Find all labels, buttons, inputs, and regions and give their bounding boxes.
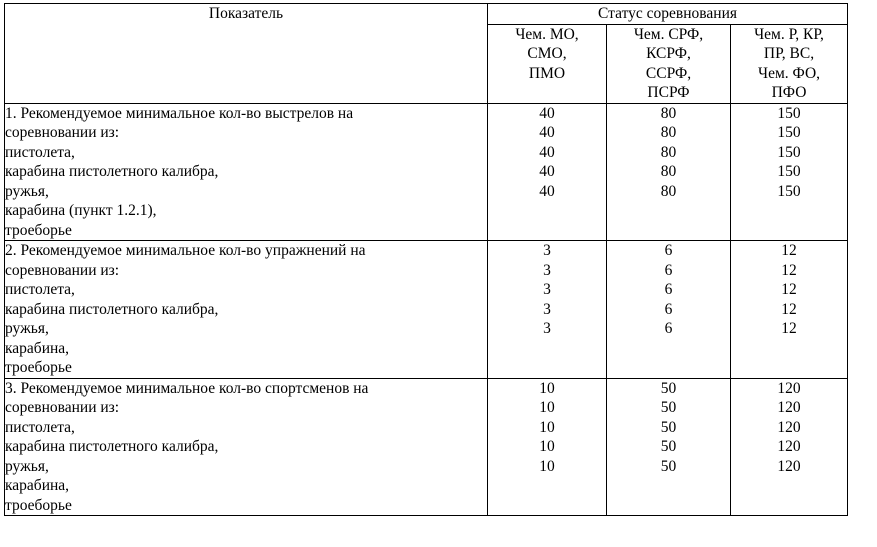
value: 80 (660, 104, 677, 122)
value: 150 (777, 143, 801, 161)
indicator-item: пистолета, (5, 281, 75, 298)
value: 10 (539, 418, 555, 436)
indicator-cell (5, 378, 488, 516)
column-header-line: СМО, (527, 45, 567, 62)
value: 150 (777, 163, 801, 180)
value-cell (731, 378, 848, 516)
value: 12 (781, 261, 797, 279)
value: 10 (539, 399, 555, 416)
value: 3 (543, 261, 551, 279)
competition-table (4, 3, 848, 516)
value: 40 (539, 124, 555, 141)
value: 6 (664, 320, 673, 337)
value: 50 (660, 379, 677, 397)
value-cell (488, 103, 607, 241)
status-header: Статус соревнования (488, 4, 848, 25)
value: 10 (539, 379, 555, 397)
value: 3 (543, 300, 551, 318)
indicator-item: пистолета, (5, 143, 75, 161)
value: 120 (777, 438, 801, 455)
indicator-title-line: 1. Рекомендуемое минимальное кол-во выстрелов на (5, 104, 354, 122)
header-row-status (5, 4, 848, 25)
indicator-title-line: 3. Рекомендуемое минимальное кол-во спортсменов на (5, 379, 369, 397)
value-cell (731, 103, 848, 241)
value: 3 (543, 320, 551, 337)
value: 80 (660, 182, 677, 200)
value: 50 (660, 438, 677, 455)
value: 3 (543, 242, 551, 259)
value: 10 (539, 438, 555, 455)
value: 150 (777, 104, 801, 122)
column-header-line: ПСРФ (647, 84, 690, 101)
value-cell (607, 378, 731, 516)
indicator-item: карабина пистолетного калибра, (5, 438, 219, 455)
indicator-item: ружья, (5, 320, 49, 337)
column-header (607, 24, 731, 103)
value: 50 (660, 399, 677, 416)
value: 40 (539, 143, 555, 161)
value: 50 (660, 457, 677, 475)
column-header-line: ССРФ, (645, 64, 692, 82)
value-cell (488, 378, 607, 516)
indicator-item: пистолета, (5, 418, 75, 436)
column-header-line: ПМО (528, 64, 566, 82)
value: 120 (777, 418, 801, 436)
column-header-line: ПФО (771, 84, 807, 101)
value-cell (488, 241, 607, 379)
indicator-item: карабина пистолетного калибра, (5, 163, 219, 180)
indicator-item: карабина (пункт 1.2.1), (5, 202, 157, 219)
table-body (5, 103, 848, 516)
column-header-line: КСРФ, (646, 45, 691, 62)
value: 80 (660, 163, 677, 180)
value: 6 (664, 281, 673, 298)
indicator-item: троеборье (5, 221, 72, 239)
value: 12 (781, 242, 797, 259)
column-header (488, 24, 607, 103)
indicator-item: карабина, (5, 339, 70, 357)
value: 150 (777, 124, 801, 141)
indicator-title-line: соревновании из: (5, 124, 120, 141)
value: 80 (660, 143, 677, 161)
indicator-item: троеборье (5, 496, 72, 514)
indicator-item: карабина, (5, 477, 70, 494)
indicator-cell (5, 103, 488, 241)
column-header-line: Чем. МО, (515, 25, 579, 43)
table-row (5, 378, 848, 516)
value: 40 (539, 182, 555, 200)
value: 50 (660, 418, 677, 436)
value: 120 (777, 457, 801, 475)
column-header-line: Чем. СРФ, (633, 25, 704, 43)
value-cell (731, 241, 848, 379)
value: 120 (777, 379, 801, 397)
table-row (5, 241, 848, 379)
indicator-item: ружья, (5, 182, 49, 200)
value: 120 (777, 399, 801, 416)
indicator-title-line: соревновании из: (5, 399, 120, 416)
indicator-item: троеборье (5, 359, 72, 376)
indicator-cell (5, 241, 488, 379)
value: 6 (664, 242, 673, 259)
indicator-item: карабина пистолетного калибра, (5, 300, 219, 318)
value-cell (607, 241, 731, 379)
table-header (5, 4, 848, 104)
indicator-item: ружья, (5, 457, 49, 475)
indicator-header: Показатель (5, 4, 488, 104)
value: 12 (781, 281, 797, 298)
column-header-line: Чем. Р, КР, (754, 25, 824, 43)
value: 40 (539, 104, 555, 122)
value: 12 (781, 320, 797, 337)
column-header (731, 24, 848, 103)
value: 6 (664, 300, 673, 318)
value: 3 (543, 281, 551, 298)
value: 12 (781, 300, 797, 318)
indicator-title-line: 2. Рекомендуемое минимальное кол-во упражнений на (5, 242, 366, 259)
value: 10 (539, 457, 555, 475)
value: 80 (660, 124, 677, 141)
value: 40 (539, 163, 555, 180)
value-cell (607, 103, 731, 241)
table-row (5, 103, 848, 241)
column-header-line: ПР, ВС, (763, 45, 815, 62)
value: 6 (664, 261, 673, 279)
column-header-line: Чем. ФО, (758, 64, 821, 82)
value: 150 (777, 182, 801, 200)
indicator-title-line: соревновании из: (5, 261, 120, 279)
